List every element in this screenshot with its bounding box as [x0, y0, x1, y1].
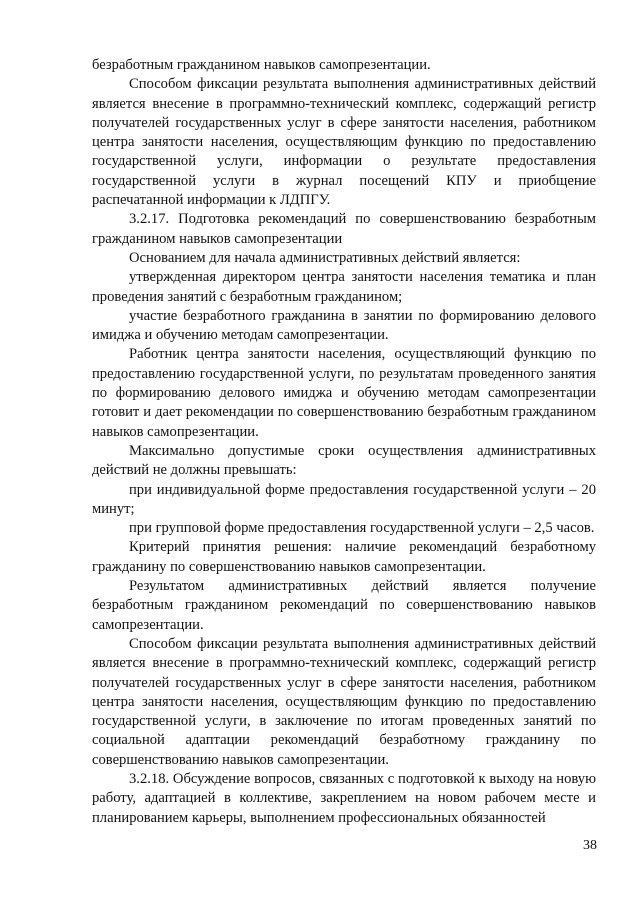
page-number: 38 — [583, 838, 597, 853]
section-heading-3-2-17: 3.2.17. Подготовка рекомендаций по совершенствованию безработным гражданином навыков самопрезентации — [92, 211, 596, 247]
paragraph: участие безработного гражданина в занятии по формированию делового имиджа и обучению методам самопрезентации. — [92, 307, 596, 344]
paragraph: безработным гражданином навыков самопрезентации. — [92, 57, 431, 73]
section-heading-3-2-18: 3.2.18. Обсуждение вопросов, связанных с подготовкой к выходу на новую работу, адаптацией в коллективе, закреплением на новом рабочем месте и планированием карьеры, выполнением профессиональных обязанностей — [92, 770, 596, 826]
document-page — [92, 56, 596, 828]
paragraph: при групповой форме предоставления государственной услуги – 2,5 часов. — [129, 520, 595, 537]
paragraph: Основанием для начала административных действий является: — [129, 249, 521, 266]
paragraph: Способом фиксации результата выполнения административных действий является внесение в программно-технический комплекс, содержащий регистр получателей государственных услуг в сфере занятости населения, работником центра занятости населения, осуществляющим функцию по предоставлению государственной услуги, информации о результате предоставления государственной услуги в журнал посещений КПУ и приобщение распечатанной информации к ЛДПГУ. — [92, 76, 596, 209]
paragraph: Работник центра занятости населения, осуществляющий функцию по предоставлению государственной услуги, по результатам проведенного занятия по формированию делового имиджа и обучению методам самопрезентации готовит и дает рекомендации по совершенствованию безработным гражданином навыков самопрезентации. — [92, 346, 596, 440]
paragraph: утвержденная директором центра занятости населения тематика и план проведения занятий с безработным гражданином; — [92, 269, 596, 305]
paragraph: Результатом административных действий является получение безработным гражданином рекомендаций по совершенствованию навыков самопрезентации. — [92, 578, 596, 633]
paragraph: Максимально допустимые сроки осуществления административных действий не должны превышать: — [92, 442, 596, 479]
paragraph: Критерий принятия решения: наличие рекомендаций безработному гражданину по совершенствованию навыков самопрезентации. — [92, 539, 596, 575]
paragraph: Способом фиксации результата выполнения административных действий является внесение в программно-технический комплекс, содержащий регистр получателей государственных услуг в сфере занятости населения, работником центра занятости населения, осуществляющим функцию по предоставлению государственной услуги, в заключение по итогам проведенных занятий по социальной адаптации рекомендаций безработному гражданину по совершенствованию навыков самопрезентации. — [92, 635, 596, 768]
paragraph: при индивидуальной форме предоставления государственной услуги – 20 минут; — [92, 481, 596, 517]
